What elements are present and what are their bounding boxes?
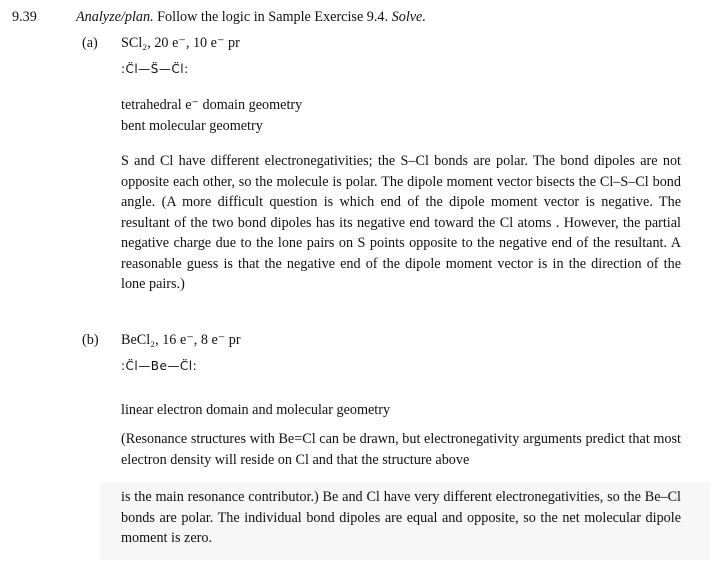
part-a-lewis-structure: :C̈l—S̈—C̈l: xyxy=(121,62,189,76)
part-b-lewis-structure: :C̈l—Be—C̈l: xyxy=(121,359,198,373)
part-b-explanation-1: (Resonance structures with Be=Cl can be drawn, but electronegativity arguments predict that most electron density will reside on Cl and that the structure above xyxy=(121,431,681,468)
part-b-formula: BeCl₂, 16 e⁻, 8 e⁻ pr xyxy=(121,332,241,348)
part-a-label: (a) xyxy=(82,35,98,51)
exercise-number: 9.39 xyxy=(12,9,37,25)
exercise-heading xyxy=(76,8,426,26)
part-a-electron-geometry: tetrahedral e⁻ domain geometry xyxy=(121,97,303,113)
part-a-formula: SCl₂, 20 e⁻, 10 e⁻ pr xyxy=(121,35,240,51)
part-a-molecular-geometry: bent molecular geometry xyxy=(121,118,263,134)
part-b-explanation-2: is the main resonance contributor.) Be and Cl have very different electronegativities, so the Be–Cl bonds are polar. The individual bond dipoles are equal and opposite, so the net molecular dipole moment is zero. xyxy=(121,489,681,546)
part-b-label: (b) xyxy=(82,332,99,348)
solve-label: Solve. xyxy=(391,9,426,25)
heading-text: Follow the logic in Sample Exercise 9.4. xyxy=(157,9,389,25)
part-a-explanation: S and Cl have different electronegativities; the S–Cl bonds are polar. The bond dipoles are not opposite each other, so the molecule is polar. The dipole moment vector bisects the Cl–S–Cl bond angle. (A more difficult question is which end of the dipole moment vector is negative. The resultant of the two bond dipoles has its negative end toward the Cl atoms . However, the partial negative charge due to the lone pairs on S points opposite to the negative end of the resultant. A reasonable guess is that the negative end of the dipole moment vector is in the direction of the lone pairs.) xyxy=(121,153,681,292)
part-b-geometry: linear electron domain and molecular geometry xyxy=(121,402,391,418)
heading-italic: Analyze/plan. xyxy=(76,9,154,25)
